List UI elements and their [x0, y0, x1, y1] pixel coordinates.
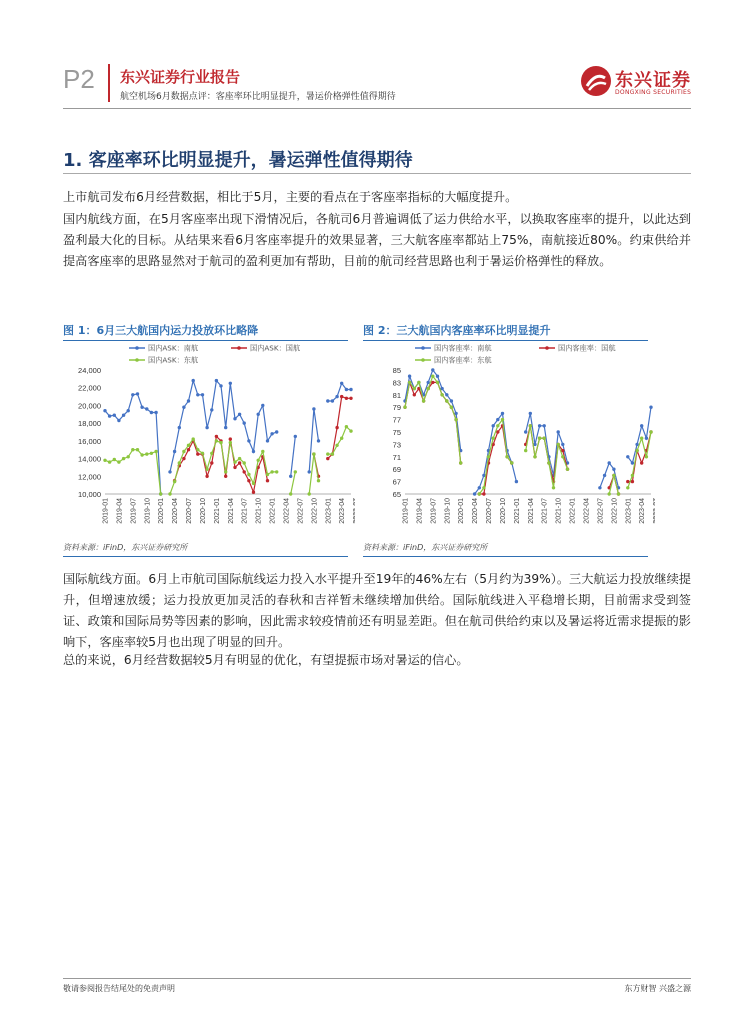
data-point: [243, 470, 246, 473]
data-point: [192, 379, 195, 382]
data-point: [229, 382, 232, 385]
x-tick-label: 2021-10: [555, 498, 563, 524]
data-point: [436, 375, 439, 378]
legend-label: 国内ASK：东航: [148, 355, 199, 365]
data-point: [145, 407, 148, 410]
data-point: [205, 475, 208, 478]
series-line: [328, 427, 351, 454]
data-point: [427, 381, 430, 384]
data-point: [561, 449, 564, 452]
data-point: [210, 461, 213, 464]
logo-mark-icon: [581, 66, 611, 96]
figure-1-chart: [63, 342, 355, 538]
x-tick-label: 2023-01: [625, 498, 633, 524]
x-tick-label: 2022-01: [569, 498, 577, 524]
data-point: [196, 448, 199, 451]
data-point: [252, 450, 255, 453]
legend-marker: [135, 358, 139, 362]
section-title: 1. 客座率环比明显提升，暑运弹性值得期待: [63, 150, 413, 171]
x-tick-label: 2021-01: [213, 498, 221, 524]
data-point: [345, 425, 348, 428]
data-point: [335, 426, 338, 429]
y-tick-label: 16,000: [78, 436, 101, 446]
data-point: [317, 479, 320, 482]
data-point: [308, 492, 311, 495]
data-point: [108, 414, 111, 417]
legend-label: 国内客座率：东航: [434, 355, 492, 365]
data-point: [626, 486, 629, 489]
data-point: [510, 461, 513, 464]
page-number: P2: [63, 64, 95, 94]
data-point: [270, 432, 273, 435]
data-point: [487, 455, 490, 458]
data-point: [561, 443, 564, 446]
data-point: [492, 437, 495, 440]
data-point: [543, 437, 546, 440]
data-point: [238, 461, 241, 464]
x-tick-label: 2020-04: [172, 498, 180, 524]
data-point: [640, 461, 643, 464]
data-point: [136, 448, 139, 451]
data-point: [529, 424, 532, 427]
paragraph-1: 上市航司发布6月经营数据，相比于5月，主要的看点在于客座率指标的大幅度提升。: [63, 190, 518, 204]
data-point: [294, 435, 297, 438]
data-point: [413, 393, 416, 396]
data-point: [524, 449, 527, 452]
data-point: [270, 470, 273, 473]
data-point: [127, 455, 130, 458]
data-point: [113, 458, 116, 461]
data-point: [436, 381, 439, 384]
series-line: [628, 432, 651, 488]
data-point: [252, 482, 255, 485]
data-point: [492, 424, 495, 427]
legend-marker: [135, 346, 139, 350]
data-point: [266, 479, 269, 482]
data-point: [543, 424, 546, 427]
legend-label: 国内客座率：南航: [434, 343, 492, 353]
figure-1-top-rule: [63, 340, 348, 341]
x-tick-label: 2022-04: [583, 498, 591, 524]
data-point: [252, 491, 255, 494]
data-point: [496, 424, 499, 427]
footer-disclaimer: 敬请参阅报告结尾处的免责声明: [63, 984, 175, 993]
data-point: [626, 480, 629, 483]
data-point: [331, 399, 334, 402]
logo-text-cn: 东兴证券: [615, 70, 691, 91]
data-point: [247, 439, 250, 442]
data-point: [631, 480, 634, 483]
data-point: [187, 399, 190, 402]
legend-label: 国内ASK：南航: [148, 343, 199, 353]
data-point: [210, 452, 213, 455]
x-tick-label: 2023-04: [639, 498, 647, 524]
y-tick-label: 79: [392, 403, 401, 413]
data-point: [645, 437, 648, 440]
data-point: [229, 441, 232, 444]
data-point: [349, 388, 352, 391]
data-point: [150, 452, 153, 455]
x-tick-label: 2020-10: [199, 498, 207, 524]
data-point: [612, 468, 615, 471]
data-point: [168, 492, 171, 495]
data-point: [233, 466, 236, 469]
data-point: [640, 424, 643, 427]
data-point: [547, 461, 550, 464]
data-point: [335, 395, 338, 398]
data-point: [533, 455, 536, 458]
data-point: [215, 435, 218, 438]
data-point: [635, 449, 638, 452]
data-point: [289, 475, 292, 478]
header-rule: [63, 108, 691, 109]
y-tick-label: 77: [392, 415, 401, 425]
data-point: [224, 475, 227, 478]
data-point: [238, 413, 241, 416]
series-line: [105, 394, 161, 494]
legend-marker: [545, 346, 549, 350]
data-point: [317, 439, 320, 442]
data-point: [150, 411, 153, 414]
y-tick-label: 12,000: [78, 472, 101, 482]
header-divider: [108, 64, 110, 102]
x-tick-label: 2019-04: [116, 498, 124, 524]
x-tick-label: 2020-01: [458, 498, 466, 524]
data-point: [312, 407, 315, 410]
paragraph-3: 国际航线方面。6月上市航司国际航线运力投入水平提升至19年的46%左右（5月约为39%）。三大航运力投放继续提升，但增速放缓；运力投放更加灵活的春秋和吉祥暂未继续增加供给。国际航线进入平稳增长期，目前需求受到签证、政策和国际局势等因素的影响，因此需求较疫情前还有明显差距。但在航司供给约束以及暑运将近需求提振的影响下，客座率较5月也出现了明显的回升。: [63, 572, 691, 649]
y-tick-label: 85: [392, 366, 401, 375]
data-point: [127, 409, 130, 412]
data-point: [450, 399, 453, 402]
y-tick-label: 24,000: [78, 366, 101, 375]
data-point: [131, 448, 134, 451]
data-point: [335, 444, 338, 447]
paragraph-2: 国内航线方面，在5月客座率出现下滑情况后，各航司6月普遍调低了运力供给水平，以换取客座率的提升，以此达到盈利最大化的目标。从结果来看6月客座率提升的效果显著，三大航客座率都站上75%，南航接近80%。约束供给并提高客座率的思路显然对于航司的盈利更加有帮助，目前的航司经营思路也利于暑运价格弹性的释放。: [63, 212, 691, 268]
data-point: [187, 444, 190, 447]
data-point: [538, 437, 541, 440]
data-point: [233, 417, 236, 420]
series-line: [475, 413, 517, 494]
data-point: [608, 461, 611, 464]
data-point: [247, 473, 250, 476]
series-line: [105, 450, 161, 494]
x-tick-label: 2019-04: [416, 498, 424, 524]
data-point: [233, 460, 236, 463]
data-point: [117, 460, 120, 463]
data-point: [308, 470, 311, 473]
data-point: [431, 368, 434, 371]
data-point: [454, 418, 457, 421]
section-title-rule: [63, 173, 691, 174]
data-point: [427, 387, 430, 390]
data-point: [478, 486, 481, 489]
x-tick-label: 2020-01: [158, 498, 166, 524]
legend-marker: [237, 346, 241, 350]
data-point: [515, 480, 518, 483]
data-point: [182, 406, 185, 409]
y-tick-label: 18,000: [78, 419, 101, 429]
data-point: [159, 492, 162, 495]
x-tick-label: 2021-07: [541, 498, 549, 524]
data-point: [331, 452, 334, 455]
data-point: [215, 439, 218, 442]
paragraph-4: 总的来说，6月经营数据较5月有明显的优化，有望提振市场对暑运的信心。: [63, 653, 469, 667]
data-point: [631, 474, 634, 477]
data-point: [482, 492, 485, 495]
data-point: [205, 468, 208, 471]
y-tick-label: 65: [392, 490, 401, 499]
data-point: [640, 437, 643, 440]
x-tick-label: 2019-07: [130, 498, 138, 524]
y-tick-label: 75: [392, 428, 401, 437]
y-tick-label: 14,000: [78, 454, 101, 464]
data-point: [478, 492, 481, 495]
data-point: [524, 430, 527, 433]
data-point: [450, 406, 453, 409]
x-tick-label: [655, 498, 656, 524]
data-point: [178, 426, 181, 429]
x-tick-label: 2019-01: [102, 498, 110, 524]
data-point: [473, 492, 476, 495]
data-point: [275, 430, 278, 433]
figure-2-title: 图 2：三大航国内客座率环比明显提升: [363, 324, 551, 337]
data-point: [182, 457, 185, 460]
data-point: [626, 455, 629, 458]
figure-1-bottom-rule: [63, 556, 348, 557]
data-point: [294, 470, 297, 473]
data-point: [340, 437, 343, 440]
data-point: [482, 486, 485, 489]
y-tick-label: 67: [392, 477, 401, 487]
x-tick-label: 2022-04: [283, 498, 291, 524]
data-point: [168, 470, 171, 473]
data-point: [257, 459, 260, 462]
data-point: [649, 430, 652, 433]
data-point: [501, 412, 504, 415]
data-point: [440, 393, 443, 396]
x-tick-label: 2022-10: [611, 498, 619, 524]
data-point: [192, 437, 195, 440]
data-point: [445, 393, 448, 396]
data-point: [205, 426, 208, 429]
data-point: [552, 486, 555, 489]
series-line: [609, 475, 618, 494]
data-point: [612, 474, 615, 477]
x-tick-label: 2021-04: [227, 498, 235, 524]
data-point: [445, 399, 448, 402]
figure-1-title: 图 1：6月三大航国内运力投放环比略降: [63, 324, 259, 337]
y-tick-label: 81: [392, 390, 401, 400]
data-point: [289, 492, 292, 495]
data-point: [113, 414, 116, 417]
data-point: [275, 470, 278, 473]
y-tick-label: 83: [392, 378, 401, 388]
data-point: [349, 397, 352, 400]
data-point: [326, 452, 329, 455]
data-point: [326, 399, 329, 402]
legend-marker: [421, 358, 425, 362]
legend-label: 国内ASK：国航: [250, 343, 301, 353]
data-point: [154, 411, 157, 414]
x-tick-label: 2020-10: [499, 498, 507, 524]
y-tick-label: 71: [392, 452, 401, 462]
figure-2-top-rule: [363, 340, 648, 341]
data-point: [117, 419, 120, 422]
data-point: [561, 455, 564, 458]
data-point: [154, 450, 157, 453]
data-point: [229, 437, 232, 440]
data-point: [224, 426, 227, 429]
y-tick-label: 20,000: [78, 401, 101, 411]
y-tick-label: 10,000: [78, 490, 101, 499]
data-point: [182, 450, 185, 453]
x-tick-label: 2021-01: [513, 498, 521, 524]
data-point: [238, 457, 241, 460]
data-point: [261, 404, 264, 407]
data-point: [566, 468, 569, 471]
data-point: [349, 429, 352, 432]
data-point: [340, 382, 343, 385]
x-tick-label: 2021-04: [527, 498, 535, 524]
data-point: [224, 470, 227, 473]
data-point: [557, 443, 560, 446]
x-tick-label: 2022-10: [311, 498, 319, 524]
data-point: [219, 384, 222, 387]
data-point: [617, 492, 620, 495]
data-point: [598, 486, 601, 489]
data-point: [140, 406, 143, 409]
data-point: [201, 393, 204, 396]
x-tick-label: [355, 498, 356, 524]
data-point: [408, 381, 411, 384]
data-point: [417, 381, 420, 384]
legend-label: 国内客座率：国航: [558, 343, 616, 353]
data-point: [345, 397, 348, 400]
data-point: [340, 395, 343, 398]
data-point: [422, 399, 425, 402]
data-point: [196, 452, 199, 455]
data-point: [413, 387, 416, 390]
data-point: [187, 448, 190, 451]
series-line: [291, 436, 296, 476]
x-tick-label: 2020-07: [186, 498, 194, 524]
report-series-title: 东兴证券行业报告: [120, 68, 241, 86]
data-point: [201, 452, 204, 455]
data-point: [210, 408, 213, 411]
figure-2-source: 资料来源：iFinD，东兴证券研究所: [363, 543, 488, 552]
data-point: [529, 412, 532, 415]
data-point: [178, 461, 181, 464]
series-line: [628, 407, 651, 463]
x-tick-label: 2020-04: [472, 498, 480, 524]
data-point: [496, 418, 499, 421]
data-point: [173, 480, 176, 483]
x-tick-label: 2022-01: [269, 498, 277, 524]
x-tick-label: 2021-07: [241, 498, 249, 524]
x-tick-label: 2023-04: [339, 498, 347, 524]
data-point: [538, 424, 541, 427]
x-tick-label: 2022-07: [597, 498, 605, 524]
y-tick-label: 69: [392, 465, 401, 475]
x-tick-label: 2019-10: [444, 498, 452, 524]
x-tick-label: 2019-07: [430, 498, 438, 524]
footer-slogan: 东方财智 兴盛之源: [624, 984, 691, 993]
data-point: [122, 457, 125, 460]
report-subtitle: 航空机场6月数据点评：客座率环比明显提升，暑运价格弹性值得期待: [120, 92, 396, 102]
data-point: [257, 413, 260, 416]
data-point: [243, 421, 246, 424]
x-tick-label: 2021-10: [255, 498, 263, 524]
figure-1-source: 资料来源：iFinD，东兴证券研究所: [63, 543, 188, 552]
x-tick-label: 2020-07: [486, 498, 494, 524]
data-point: [247, 479, 250, 482]
data-point: [440, 387, 443, 390]
data-point: [196, 393, 199, 396]
data-point: [173, 450, 176, 453]
data-point: [140, 453, 143, 456]
company-logo: [581, 66, 701, 100]
data-point: [131, 393, 134, 396]
data-point: [645, 455, 648, 458]
data-point: [215, 379, 218, 382]
data-point: [459, 461, 462, 464]
figure-2-bottom-rule: [363, 556, 648, 557]
data-point: [103, 409, 106, 412]
data-point: [649, 406, 652, 409]
x-tick-label: 2022-07: [297, 498, 305, 524]
data-point: [431, 381, 434, 384]
data-point: [108, 460, 111, 463]
data-point: [635, 443, 638, 446]
data-point: [136, 392, 139, 395]
data-point: [345, 388, 348, 391]
data-point: [219, 441, 222, 444]
data-point: [403, 406, 406, 409]
data-point: [266, 473, 269, 476]
data-point: [326, 457, 329, 460]
data-point: [431, 375, 434, 378]
data-point: [496, 430, 499, 433]
data-point: [408, 375, 411, 378]
data-point: [312, 452, 315, 455]
data-point: [505, 455, 508, 458]
data-point: [103, 459, 106, 462]
data-point: [122, 414, 125, 417]
data-point: [145, 452, 148, 455]
logo-text-en: DONGXING SECURITIES: [615, 89, 692, 96]
data-point: [631, 461, 634, 464]
data-point: [454, 412, 457, 415]
legend-marker: [421, 346, 425, 350]
x-tick-label: 2019-10: [144, 498, 152, 524]
data-point: [266, 439, 269, 442]
series-line: [170, 439, 277, 494]
data-point: [261, 450, 264, 453]
data-point: [557, 430, 560, 433]
figure-2-chart: [363, 342, 655, 538]
x-tick-label: 2019-01: [402, 498, 410, 524]
data-point: [243, 461, 246, 464]
data-point: [608, 492, 611, 495]
y-tick-label: 73: [392, 440, 401, 450]
data-point: [603, 474, 606, 477]
footer-rule: [63, 978, 691, 979]
x-tick-label: 2023-01: [325, 498, 333, 524]
data-point: [501, 418, 504, 421]
y-tick-label: 22,000: [78, 383, 101, 393]
